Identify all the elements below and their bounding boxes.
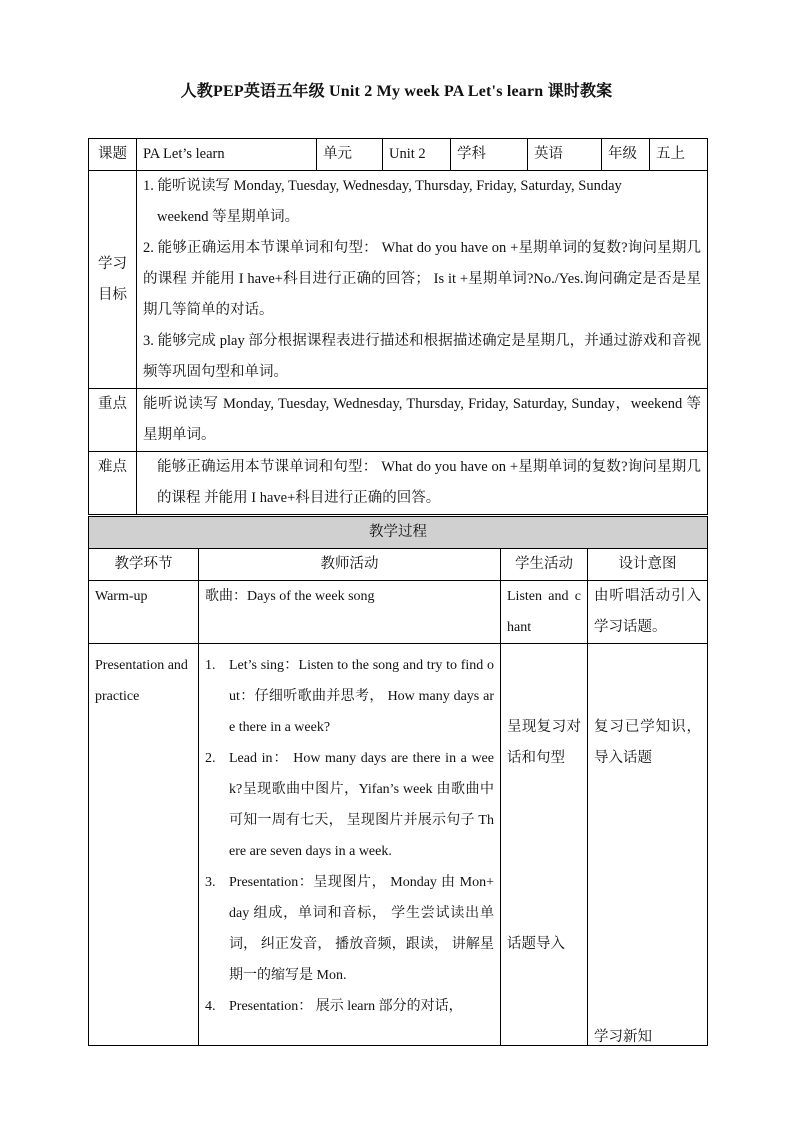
item-2-number: 2. bbox=[205, 751, 216, 766]
intent-review: 复习已学知识，导入话题 bbox=[594, 719, 701, 766]
presentation-student bbox=[501, 644, 588, 1046]
process-banner: 教学过程 bbox=[89, 517, 708, 549]
teacher-activity-list bbox=[205, 650, 494, 1022]
warmup-student: Listen and chant bbox=[501, 581, 588, 644]
item-3-number: 3. bbox=[205, 875, 216, 890]
presentation-teacher bbox=[199, 644, 501, 1046]
item-2-text: Lead in： How many days are there in a week?呈现歌曲中图片，Yifan’s week 由歌曲中可知一周有七天， 呈现图片并展示句子 There are seven days in a week. bbox=[229, 751, 494, 859]
document-title: 人教PEP英语五年级 Unit 2 My week PA Let's learn 课时教案 bbox=[180, 83, 613, 100]
teacher-activity-3 bbox=[205, 867, 494, 991]
lesson-info-table bbox=[88, 138, 708, 515]
item-1-number: 1. bbox=[205, 658, 216, 673]
grade-value: 五上 bbox=[650, 139, 708, 171]
presentation-stage: Presentation and practice bbox=[89, 644, 199, 1046]
grade-label: 年级 bbox=[602, 139, 650, 171]
presentation-intent bbox=[588, 644, 708, 1046]
header-intent: 设计意图 bbox=[588, 549, 708, 581]
teacher-activity-4 bbox=[205, 991, 494, 1022]
unit-label: 单元 bbox=[317, 139, 383, 171]
warmup-teacher: 歌曲：Days of the week song bbox=[199, 581, 501, 644]
goal-3: 3. 能够完成 play 部分根据课程表进行描述和根据描述确定是星期几，并通过游戏和音视频等巩固句型和单词。 bbox=[143, 333, 701, 380]
intent-new-knowledge: 学习新知 bbox=[594, 1029, 652, 1045]
warmup-stage: Warm-up bbox=[89, 581, 199, 644]
student-activity-review: 呈现复习对话和句型 bbox=[507, 719, 581, 766]
difficulty-row bbox=[89, 452, 708, 515]
keypoint-row bbox=[89, 389, 708, 452]
teacher-activity-2 bbox=[205, 743, 494, 867]
goals-label-line2: 目标 bbox=[98, 286, 127, 303]
goal-1-line2: weekend 等星期单词。 bbox=[157, 209, 300, 225]
keypoint-text: 能听说读写 Monday, Tuesday, Wednesday, Thursday, Friday, Saturday, Sunday，weekend 等星期单词。 bbox=[137, 389, 708, 452]
info-row bbox=[89, 139, 708, 171]
warmup-row bbox=[89, 581, 708, 644]
header-stage: 教学环节 bbox=[89, 549, 199, 581]
difficulty-text: 能够正确运用本节课单词和句型： What do you have on +星期单词的复数?询问星期几的课程 并能用 I have+科目进行正确的回答。 bbox=[137, 452, 708, 515]
goals-row bbox=[89, 171, 708, 389]
process-header-row bbox=[89, 549, 708, 581]
teacher-activity-1 bbox=[205, 650, 494, 743]
presentation-row bbox=[89, 644, 708, 1046]
header-student: 学生活动 bbox=[501, 549, 588, 581]
header-teacher: 教师活动 bbox=[199, 549, 501, 581]
teaching-process-table bbox=[88, 516, 708, 1046]
subject-value: 英语 bbox=[528, 139, 602, 171]
goals-label bbox=[89, 171, 137, 389]
student-activity-topic: 话题导入 bbox=[507, 936, 565, 952]
difficulty-label: 难点 bbox=[89, 452, 137, 515]
item-1-text: Let’s sing：Listen to the song and try to find out：仔细听歌曲并思考， How many days are there in a week? bbox=[229, 658, 494, 735]
unit-value: Unit 2 bbox=[383, 139, 451, 171]
process-banner-row bbox=[89, 517, 708, 549]
topic-value: PA Let’s learn bbox=[137, 139, 317, 171]
item-3-text: Presentation：呈现图片， Monday 由 Mon+day 组成，单词和音标， 学生尝试读出单词， 纠正发音， 播放音频，跟读， 讲解星期一的缩写是 Mon. bbox=[229, 875, 494, 983]
topic-label: 课题 bbox=[89, 139, 137, 171]
item-4-number: 4. bbox=[205, 999, 216, 1014]
subject-label: 学科 bbox=[451, 139, 528, 171]
goal-2: 2. 能够正确运用本节课单词和句型： What do you have on +星期单词的复数?询问星期几的课程 并能用 I have+科目进行正确的回答； Is it +星期单词?No./Yes.询问确定是否是星期几等简单的对话。 bbox=[143, 240, 701, 318]
goals-label-line1: 学习 bbox=[98, 255, 127, 272]
goals-content bbox=[137, 171, 708, 389]
warmup-intent: 由听唱活动引入学习话题。 bbox=[588, 581, 708, 644]
item-4-text: Presentation： 展示 learn 部分的对话， bbox=[229, 999, 463, 1014]
keypoint-label: 重点 bbox=[89, 389, 137, 452]
goal-1-line1: 1. 能听说读写 Monday, Tuesday, Wednesday, Thursday, Friday, Saturday, Sunday bbox=[143, 178, 622, 194]
